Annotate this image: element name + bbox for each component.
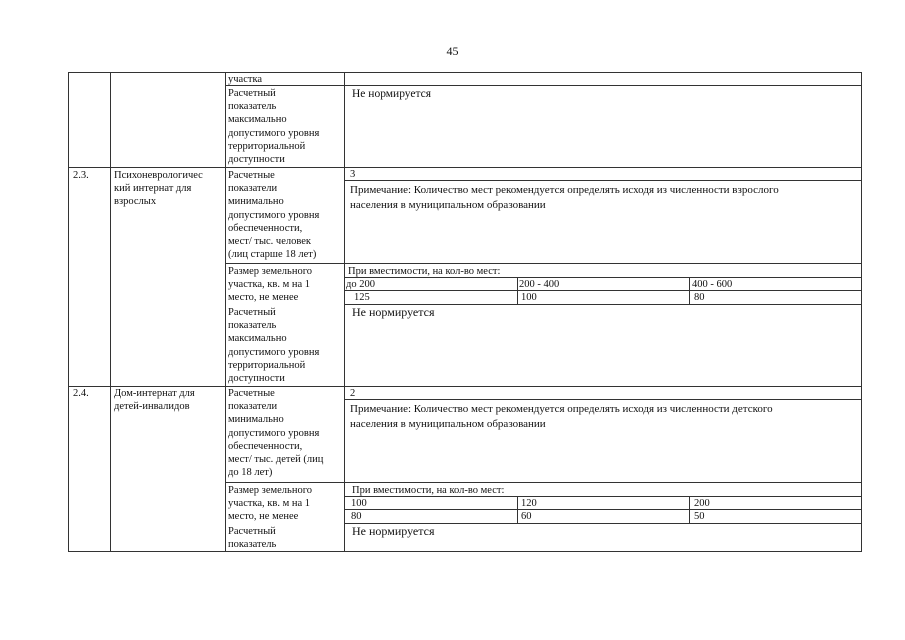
table-rule xyxy=(517,277,518,304)
indicator-cell: Расчетный показатель максимально допустимого уровня территориальной доступности xyxy=(228,307,320,385)
capacity-cell: 200 xyxy=(694,498,710,509)
value-cell: Не нормируется xyxy=(352,524,435,538)
table-rule xyxy=(689,496,690,523)
note-text: Примечание: Количество мест рекомендуется определять исходя из численности взрослого населения в муниципальном образовании xyxy=(350,184,779,211)
table-rule xyxy=(225,72,226,552)
table-rule xyxy=(344,290,861,291)
table-rule xyxy=(861,72,862,552)
value-cell: 2 xyxy=(350,388,356,399)
table-rule xyxy=(689,277,690,304)
area-cell: 80 xyxy=(694,292,705,303)
table-rule xyxy=(68,72,861,73)
table-rule xyxy=(110,72,111,552)
area-cell: 80 xyxy=(351,511,362,522)
value-cell: 3 xyxy=(350,169,356,180)
row-number: 2.4. xyxy=(73,388,89,399)
table-rule xyxy=(68,72,69,552)
value-cell: Не нормируется xyxy=(352,88,432,100)
capacity-header: При вместимости, на кол-во мест: xyxy=(352,485,505,496)
indicator-cell: Расчетные показатели минимально допустимого уровня обеспеченности, мест/ тыс. детей (лиц до 18 лет) xyxy=(228,388,324,479)
area-cell: 60 xyxy=(521,511,532,522)
area-cell: 50 xyxy=(694,511,705,522)
indicator-cell: участка xyxy=(228,74,263,85)
indicator-cell: Расчетный показатель xyxy=(228,526,277,551)
note-text: Примечание: Количество мест рекомендуется определять исходя из численности детского населения в муниципальном образовании xyxy=(350,403,773,430)
facility-name: Психоневрологичес кий интернат для взрослых xyxy=(114,170,203,208)
table-rule xyxy=(344,180,861,181)
area-cell: 125 xyxy=(354,292,370,303)
table-rule xyxy=(344,72,345,552)
indicator-cell: Размер земельного участка, кв. м на 1 место, не менее xyxy=(228,485,312,523)
page-number: 45 xyxy=(446,44,459,58)
table-rule xyxy=(225,85,861,86)
capacity-cell: 400 - 600 xyxy=(692,279,733,290)
capacity-cell: 120 xyxy=(521,498,537,509)
table-rule xyxy=(225,482,861,483)
table-rule xyxy=(225,263,861,264)
indicator-cell: Расчетные показатели минимально допустимого уровня обеспеченности, мест/ тыс. человек (лиц старше 18 лет) xyxy=(228,170,320,261)
capacity-header: При вместимости, на кол-во мест: xyxy=(348,266,501,277)
value-cell: Не нормируется xyxy=(352,305,435,319)
indicator-cell: Размер земельного участка, кв. м на 1 место, не менее xyxy=(228,266,312,304)
capacity-cell: 100 xyxy=(351,498,367,509)
capacity-cell: до 200 xyxy=(346,279,375,290)
table-rule xyxy=(344,399,861,400)
table-rule xyxy=(68,167,861,168)
table-rule xyxy=(517,496,518,523)
facility-name: Дом-интернат для детей-инвалидов xyxy=(114,388,195,413)
capacity-cell: 200 - 400 xyxy=(519,279,560,290)
table-rule xyxy=(68,551,861,552)
row-number: 2.3. xyxy=(73,170,89,181)
table-rule xyxy=(344,509,861,510)
indicator-cell: Расчетный показатель максимально допустимого уровня территориальной доступности xyxy=(228,88,320,166)
area-cell: 100 xyxy=(521,292,537,303)
